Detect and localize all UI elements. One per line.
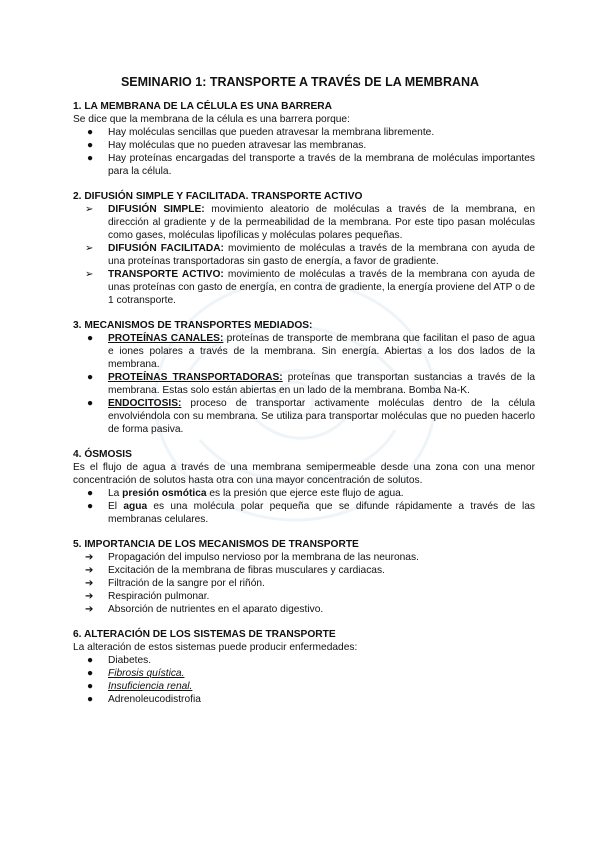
arrow-icon: ➔ bbox=[85, 552, 94, 563]
list-item: ● PROTEÍNAS TRANSPORTADORAS: proteínas que transportan sustancias a través de la membrana. Estas solo están abiertas en un lado de la membrana. Bomba Na-K. bbox=[87, 372, 535, 396]
section-6 bbox=[73, 628, 535, 706]
arrow-list bbox=[73, 551, 535, 616]
bullet-list bbox=[73, 487, 535, 526]
chevron-icon: ➢ bbox=[85, 243, 94, 254]
bullet-icon: ● bbox=[87, 333, 94, 344]
bullet-icon: ● bbox=[87, 501, 94, 512]
section-3 bbox=[73, 319, 535, 436]
section-4 bbox=[73, 448, 535, 526]
term: ENDOCITOSIS: bbox=[108, 398, 182, 409]
chevron-list bbox=[73, 203, 535, 307]
list-item: ● El agua es una molécula polar pequeña que se difunde rápidamente a través de las membranas celulares. bbox=[87, 501, 535, 525]
section-heading: 5. IMPORTANCIA DE LOS MECANISMOS DE TRANSPORTE bbox=[73, 539, 359, 550]
section-1 bbox=[73, 100, 535, 178]
arrow-icon: ➔ bbox=[85, 578, 94, 589]
bullet-icon: ● bbox=[87, 127, 94, 138]
bullet-icon: ● bbox=[87, 668, 94, 679]
section-heading: 6. ALTERACIÓN DE LOS SISTEMAS DE TRANSPORTE bbox=[73, 629, 336, 640]
section-heading: 1. LA MEMBRANA DE LA CÉLULA ES UNA BARRERA bbox=[73, 101, 333, 112]
list-item: ● Insuficiencia renal. bbox=[87, 681, 193, 692]
bullet-list bbox=[73, 126, 535, 178]
section-2 bbox=[73, 190, 535, 307]
arrow-icon: ➔ bbox=[85, 565, 94, 576]
list-item: ● Hay proteínas encargadas del transporte a través de la membrana de moléculas importantes para la célula. bbox=[87, 153, 535, 177]
bullet-icon: ● bbox=[87, 398, 94, 409]
list-item: ● Fibrosis quística. bbox=[87, 668, 185, 679]
list-item: ● PROTEÍNAS CANALES: proteínas de transporte de membrana que facilitan el paso de agua e iones polares a través de la membrana. Sin energía. Abiertas a los dos lados de la membrana. bbox=[87, 333, 535, 370]
bullet-list bbox=[73, 654, 535, 706]
section-heading: 3. MECANISMOS DE TRANSPORTES MEDIADOS: bbox=[73, 320, 313, 331]
list-item: ➢ TRANSPORTE ACTIVO: movimiento de moléculas a través de la membrana con ayuda de unas proteínas con gasto de energía, en contra de gradiente, la energía proviene del ATP o de 1 cotransporte. bbox=[85, 269, 535, 306]
list-item: ➢ DIFUSIÓN FACILITADA: movimiento de moléculas a través de la membrana con ayuda de una proteínas transportadoras sin gasto de energía, a favor de gradiente. bbox=[85, 243, 535, 267]
list-item: ➢ DIFUSIÓN SIMPLE: movimiento aleatorio de moléculas a través de la membrana, en dirección al gradiente y de la permeabilidad de la membrana. Por este tipo pasan moléculas como gases, moléculas lipofílicas y moléculas polares pequeñas. bbox=[85, 204, 535, 241]
bullet-icon: ● bbox=[87, 681, 94, 692]
bullet-icon: ● bbox=[87, 372, 94, 383]
list-item: ➔ Respiración pulmonar. bbox=[85, 591, 210, 602]
list-item: ● Adrenoleucodistrofia bbox=[87, 694, 201, 705]
bullet-icon: ● bbox=[87, 694, 94, 705]
chevron-icon: ➢ bbox=[85, 204, 94, 215]
document-body bbox=[73, 100, 535, 706]
document-title: SEMINARIO 1: TRANSPORTE A TRAVÉS DE LA MEMBRANA bbox=[120, 75, 480, 89]
term: PROTEÍNAS TRANSPORTADORAS: bbox=[108, 372, 283, 383]
bullet-icon: ● bbox=[87, 655, 94, 666]
list-item: ● Diabetes. bbox=[87, 655, 152, 666]
bullet-icon: ● bbox=[87, 153, 94, 164]
section-intro: Es el flujo de agua a través de una membrana semipermeable desde una zona con una menor concentración de solutos hasta otra con una mayor concentración de solutos. bbox=[73, 462, 535, 486]
list-item: ● La presión osmótica es la presión que ejerce este flujo de agua. bbox=[87, 488, 404, 499]
term: DIFUSIÓN SIMPLE: bbox=[108, 204, 205, 215]
bullet-icon: ● bbox=[87, 488, 94, 499]
arrow-icon: ➔ bbox=[85, 604, 94, 615]
term: PROTEÍNAS CANALES: bbox=[108, 333, 224, 344]
arrow-icon: ➔ bbox=[85, 591, 94, 602]
section-heading: 2. DIFUSIÓN SIMPLE Y FACILITADA. TRANSPORTE ACTIVO bbox=[73, 191, 363, 202]
chevron-icon: ➢ bbox=[85, 269, 94, 280]
term: DIFUSIÓN FACILITADA: bbox=[108, 243, 224, 254]
list-item: ➔ Absorción de nutrientes en el aparato digestivo. bbox=[85, 604, 324, 615]
section-intro: Se dice que la membrana de la célula es una barrera porque: bbox=[73, 114, 350, 125]
list-item: ● Hay moléculas que no pueden atravesar las membranas. bbox=[87, 140, 367, 151]
section-heading: 4. ÓSMOSIS bbox=[73, 449, 132, 460]
list-item: ● Hay moléculas sencillas que pueden atravesar la membrana libremente. bbox=[87, 127, 435, 138]
bullet-list bbox=[73, 332, 535, 436]
term: TRANSPORTE ACTIVO: bbox=[108, 269, 224, 280]
list-item: ➔ Filtración de la sangre por el riñón. bbox=[85, 578, 265, 589]
list-item: ● ENDOCITOSIS: proceso de transportar activamente moléculas dentro de la célula envolviéndola con su membrana. Se utiliza para transportar moléculas que no pueden hacerlo de forma pasiva. bbox=[87, 398, 535, 435]
section-intro: La alteración de estos sistemas puede producir enfermedades: bbox=[73, 642, 358, 653]
bullet-icon: ● bbox=[87, 140, 94, 151]
list-item: ➔ Excitación de la membrana de fibras musculares y cardiacas. bbox=[85, 565, 385, 576]
list-item: ➔ Propagación del impulso nervioso por la membrana de las neuronas. bbox=[85, 552, 419, 563]
section-5 bbox=[73, 538, 535, 616]
